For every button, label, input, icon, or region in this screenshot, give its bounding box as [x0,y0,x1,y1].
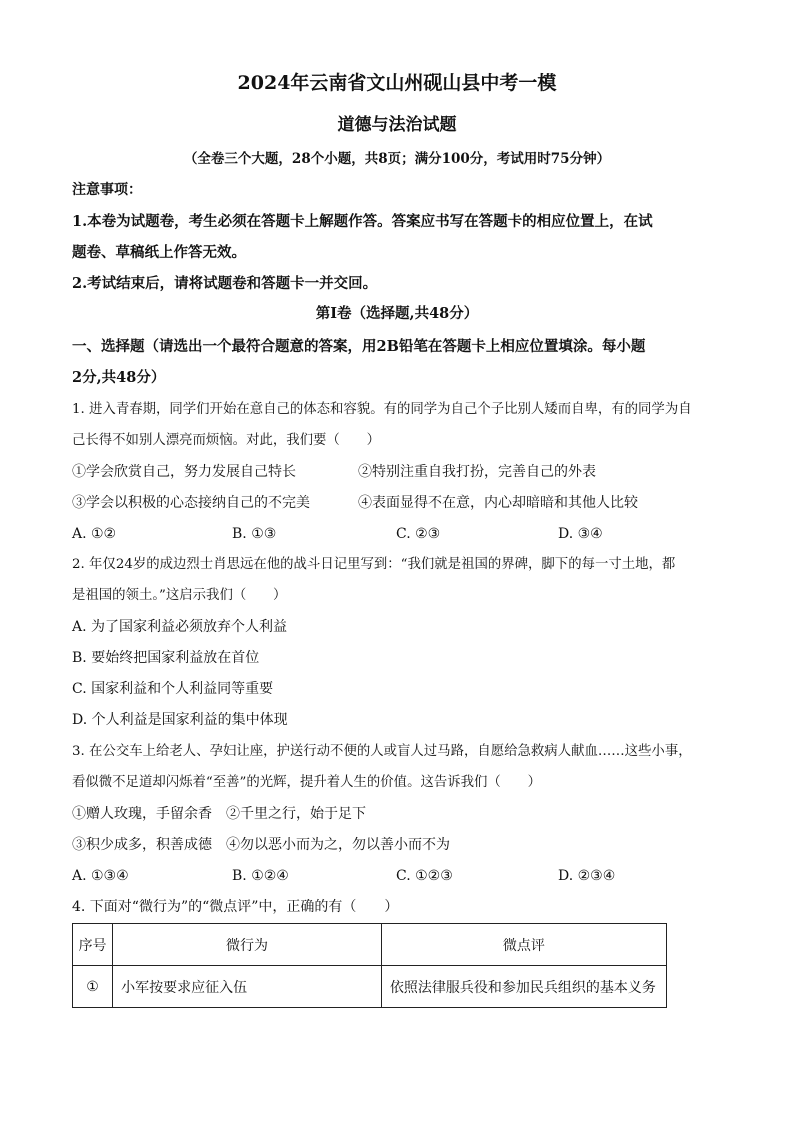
notice-heading: 注意事项： [72,182,142,198]
question-4-table [72,923,667,1008]
question-3-option-d: D. ②③④ [558,868,616,884]
question-3-statements-1-2: ①赠人玫瑰，手留余香 ②千里之行，始于足下 [72,806,366,822]
question-2-option-d: D. 个人利益是国家利益的集中体现 [72,712,288,728]
question-1-statement-1: ①学会欣赏自己，努力发展自己特长 [72,464,296,480]
question-3-option-c: C. ①②③ [396,868,453,884]
table-row [73,966,667,1008]
question-2-option-a: A. 为了国家利益必须放弃个人利益 [72,619,288,635]
table-cell-behavior: 小军按要求应征入伍 [113,966,382,1008]
section-instructions-line-2: 2分,共48分） [72,369,166,386]
question-1-statement-3: ③学会以积极的心态接纳自己的不完美 [72,495,310,511]
question-1-option-c: C. ②③ [396,526,441,542]
exam-info: （全卷三个大题，28个小题，共8页；满分100分，考试用时75分钟） [183,151,611,167]
question-1-stem-line-1: 1. 进入青春期，同学们开始在意自己的体态和容貌。有的同学为自己个子比别人矮而自卑，有的同学为自 [72,402,692,417]
section-instructions-line-1: 一、选择题（请选出一个最符合题意的答案，用2B铅笔在答题卡上相应位置填涂。每小题 [72,338,646,355]
exam-subtitle: 道德与法治试题 [337,115,457,135]
question-3-option-a: A. ①③④ [72,868,129,884]
question-1-statement-2: ②特别注重自我打扮，完善自己的外表 [358,464,596,480]
question-1-statement-4: ④表面显得不在意，内心却暗暗和其他人比较 [358,495,638,511]
table-header-number: 序号 [73,924,113,966]
question-3-option-b: B. ①②④ [232,868,289,884]
part1-heading: 第Ⅰ卷（选择题,共48分） [315,305,479,322]
question-3-stem-line-1: 3. 在公交车上给老人、孕妇让座，护送行动不便的人或盲人过马路，自愿给急救病人献血……这些小事， [72,744,692,759]
table-header-behavior: 微行为 [113,924,382,966]
question-1-stem-line-2: 己长得不如别人漂亮而烦恼。对此，我们要（ ） [72,433,380,448]
question-3-statements-3-4: ③积少成多，积善成德 ④勿以恶小而为之，勿以善小而不为 [72,837,450,853]
question-2-stem-line-2: 是祖国的领土。”这启示我们（ ） [72,588,287,603]
table-cell-comment: 依照法律服兵役和参加民兵组织的基本义务 [381,966,666,1008]
question-4-stem: 4. 下面对“微行为”的“微点评”中，正确的有（ ） [72,899,399,915]
notice-item-1-line-1: 1.本卷为试题卷，考生必须在答题卡上解题作答。答案应书写在答题卡的相应位置上，在试 [72,213,653,230]
notice-item-1-line-2: 题卷、草稿纸上作答无效。 [72,244,246,261]
question-1-option-a: A. ①② [72,526,117,542]
exam-title: 2024年云南省文山州砚山县中考一模 [237,72,557,94]
notice-item-2: 2.考试结束后，请将试题卷和答题卡一并交回。 [72,275,378,292]
question-3-stem-line-2: 看似微不足道却闪烁着“至善”的光辉，提升着人生的价值。这告诉我们（ ） [72,775,541,790]
table-header-row [73,924,667,966]
question-2-option-b: B. 要始终把国家利益放在首位 [72,650,260,666]
question-2-option-c: C. 国家利益和个人利益同等重要 [72,681,274,697]
question-1-option-d: D. ③④ [558,526,603,542]
table-cell-number: ① [73,966,113,1008]
question-1-option-b: B. ①③ [232,526,277,542]
question-2-stem-line-1: 2. 年仅24岁的成边烈士肖思远在他的战斗日记里写到：“我们就是祖国的界碑，脚下的每一寸土地，都 [72,557,676,572]
table-header-comment: 微点评 [381,924,666,966]
